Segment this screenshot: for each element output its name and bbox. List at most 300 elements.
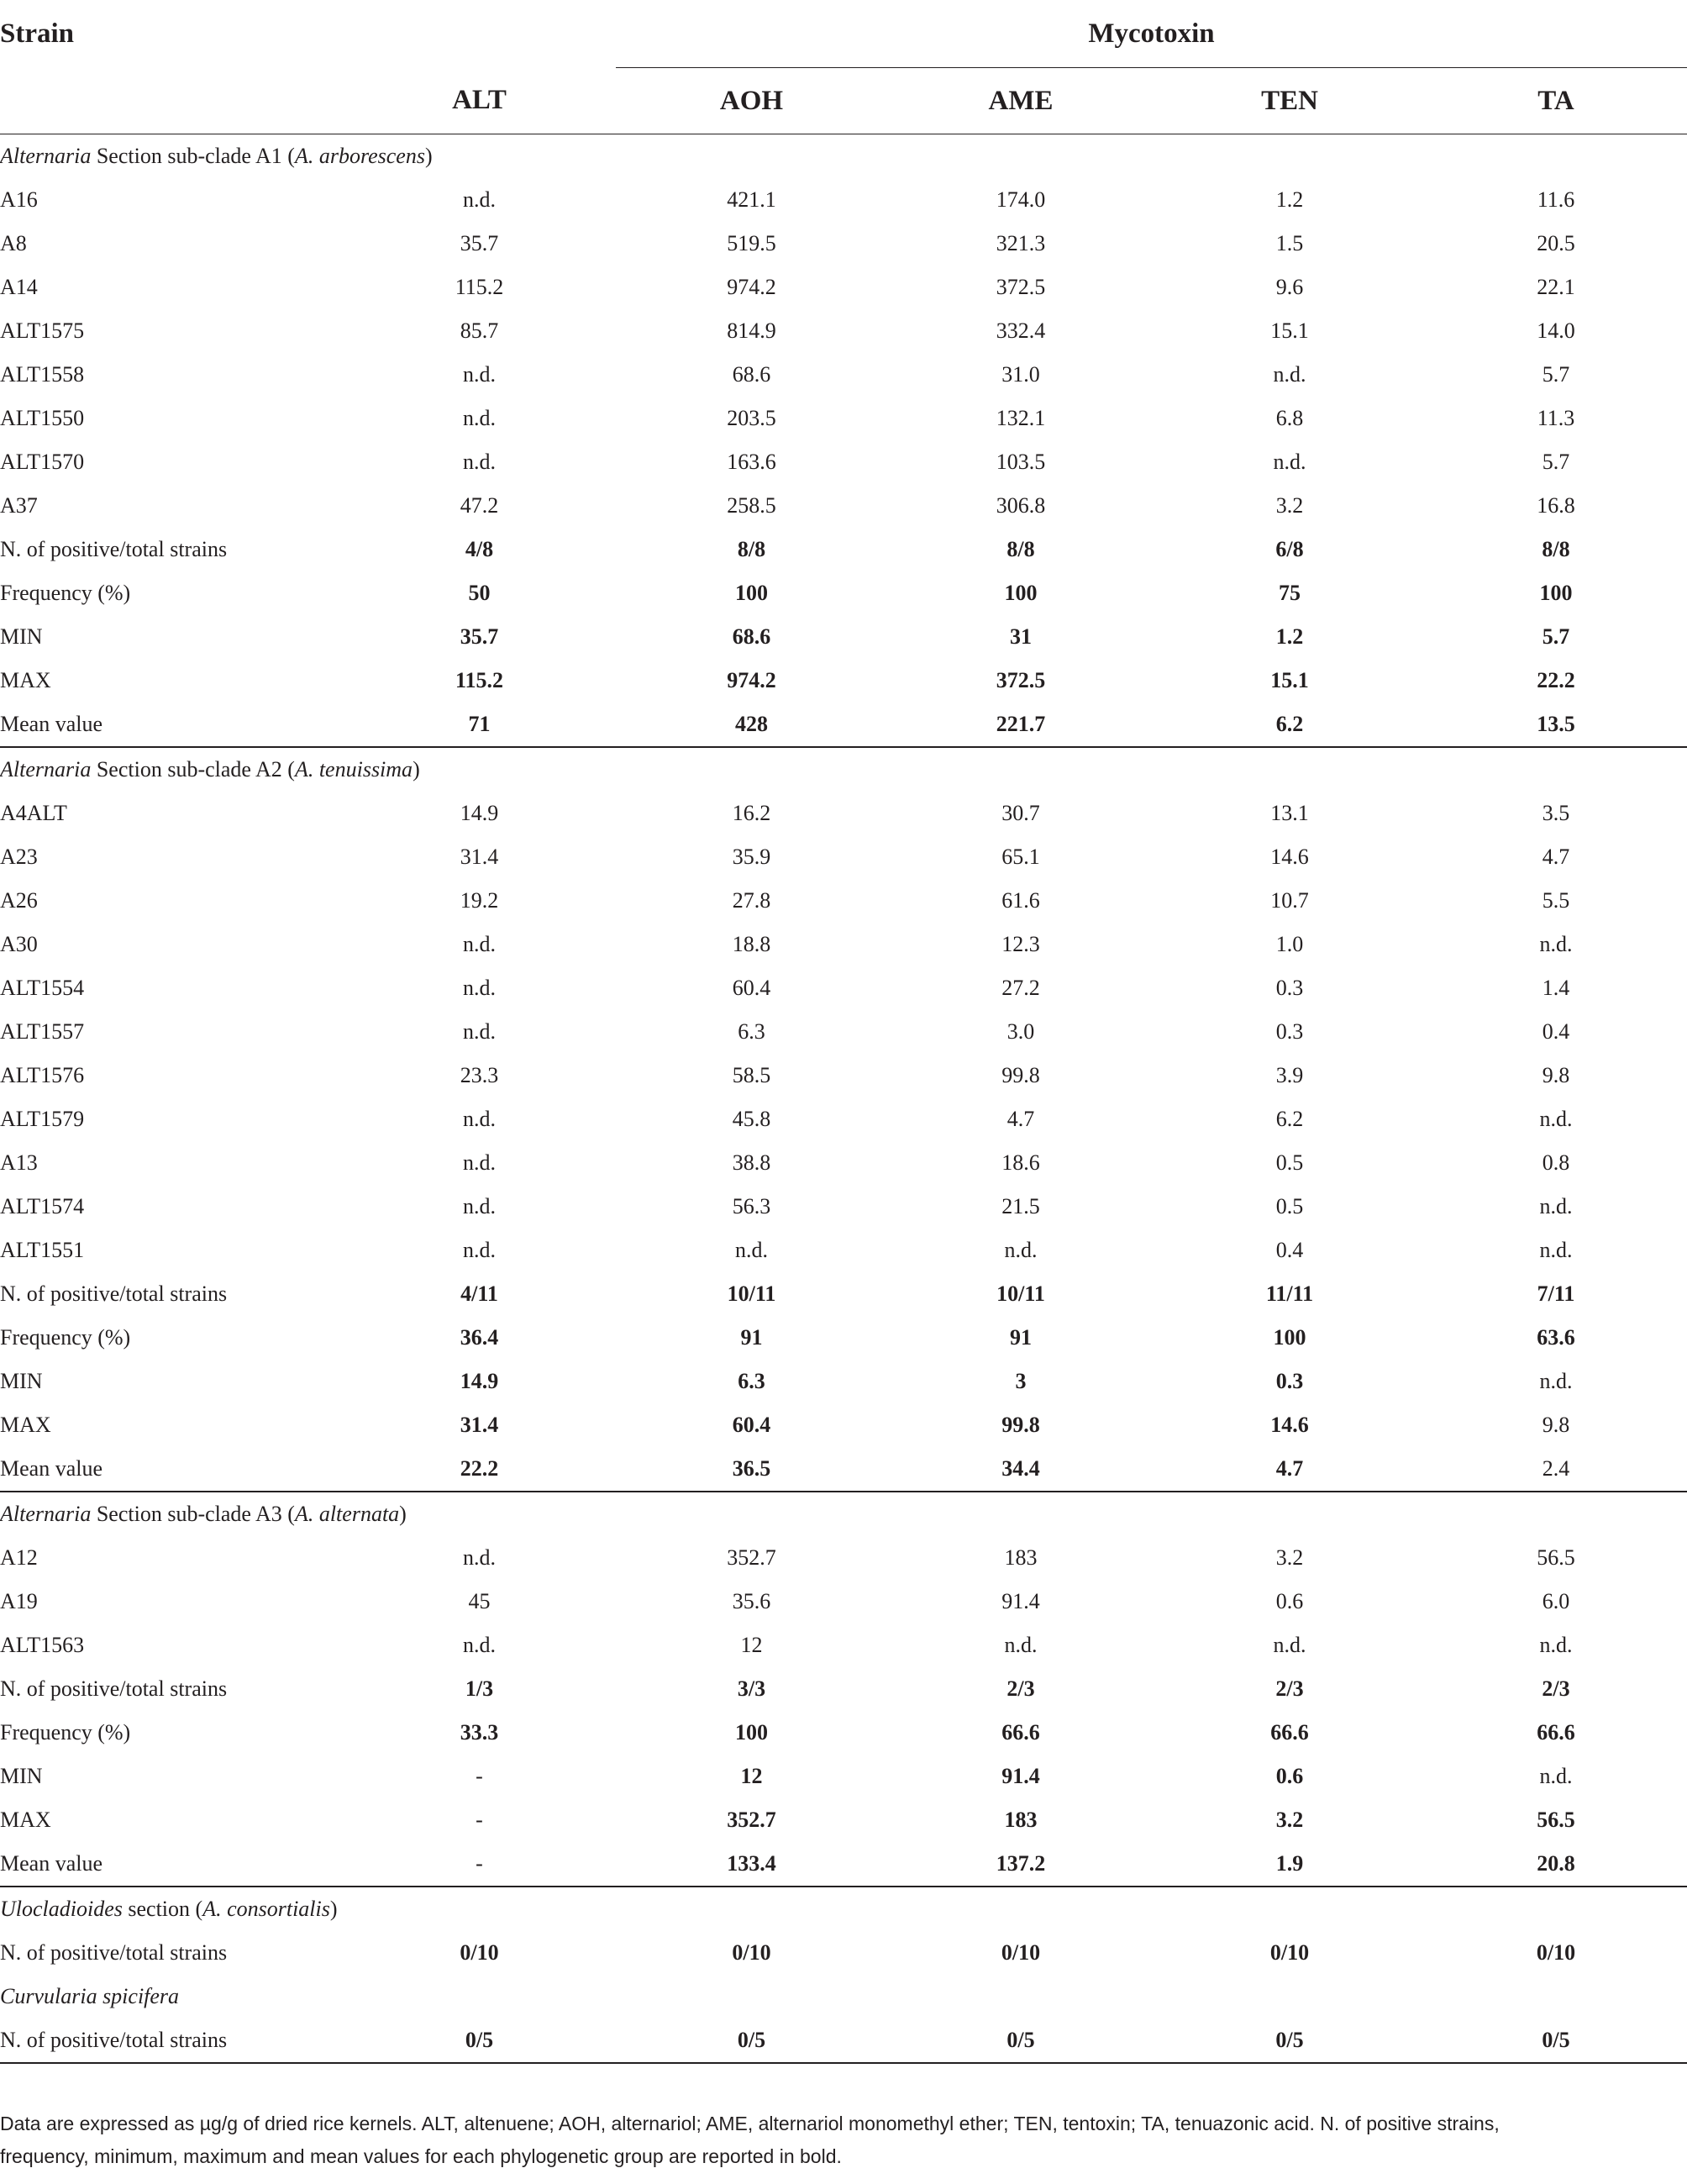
cell-ame: 12.3 bbox=[1001, 932, 1040, 956]
cell-ame: 306.8 bbox=[996, 493, 1046, 518]
cell-ame: 18.6 bbox=[1001, 1150, 1040, 1175]
cell-ten: 2/3 bbox=[1275, 1676, 1304, 1701]
cell-ta: 9.8 bbox=[1542, 1413, 1570, 1437]
cell-alt: 50 bbox=[468, 581, 491, 605]
cell-aoh: 60.4 bbox=[732, 1413, 771, 1437]
group-title-close: ) bbox=[329, 1897, 338, 1921]
cell-ten: n.d. bbox=[1273, 362, 1306, 387]
cell-alt: 47.2 bbox=[460, 493, 499, 518]
cell-alt: n.d. bbox=[463, 362, 496, 387]
cell-ta: n.d. bbox=[1539, 1369, 1573, 1393]
cell-ame: 372.5 bbox=[996, 668, 1046, 692]
strain-row bbox=[0, 1097, 1687, 1141]
cell-ta: n.d. bbox=[1539, 1194, 1573, 1218]
cell-aoh: 974.2 bbox=[727, 668, 776, 692]
cell-ame: 332.4 bbox=[996, 318, 1046, 343]
footnote-line: frequency, minimum, maximum and mean values for each phylogenetic group are reported in bold. bbox=[0, 2145, 842, 2167]
cell-aoh: 6.3 bbox=[738, 1369, 765, 1393]
row-label: Mean value bbox=[0, 1447, 343, 1492]
cell-ten: 100 bbox=[1273, 1325, 1306, 1350]
cell-alt: n.d. bbox=[463, 1545, 496, 1570]
group-species: A. tenuissima bbox=[294, 757, 413, 782]
row-label: Mean value bbox=[0, 1842, 343, 1887]
group-title-row bbox=[0, 1975, 1687, 2018]
cell-alt: n.d. bbox=[463, 406, 496, 430]
col-header-ten: TEN bbox=[1261, 85, 1318, 116]
stat-row bbox=[0, 1798, 1687, 1842]
cell-alt: 14.9 bbox=[460, 801, 499, 825]
row-label: Frequency (%) bbox=[0, 1325, 131, 1350]
row-label: A14 bbox=[0, 275, 38, 299]
cell-ten: 66.6 bbox=[1270, 1720, 1309, 1745]
cell-ten: 0.5 bbox=[1275, 1150, 1304, 1175]
table-body bbox=[0, 134, 1687, 2064]
cell-aoh: 56.3 bbox=[732, 1194, 771, 1218]
cell-ten: 3.2 bbox=[1275, 1808, 1304, 1832]
cell-alt: n.d. bbox=[463, 187, 496, 212]
cell-ame: 183 bbox=[1004, 1545, 1038, 1570]
cell-ten: 75 bbox=[1279, 581, 1301, 605]
cell-alt: 35.7 bbox=[460, 231, 499, 255]
cell-alt: 35.7 bbox=[460, 624, 499, 649]
cell-aoh: 6.3 bbox=[738, 1019, 765, 1044]
strain-row bbox=[0, 397, 1687, 440]
stat-row bbox=[0, 528, 1687, 571]
cell-ten: 0/5 bbox=[1154, 2018, 1425, 2063]
mycotoxin-header: Mycotoxin bbox=[616, 0, 1687, 68]
cell-alt: 0/10 bbox=[460, 1940, 499, 1965]
header-row-1 bbox=[0, 0, 1687, 68]
row-label: A4ALT bbox=[0, 801, 67, 825]
cell-alt: 36.4 bbox=[460, 1325, 499, 1350]
cell-ta: 7/11 bbox=[1537, 1281, 1575, 1306]
group-title-row bbox=[0, 134, 1687, 179]
cell-alt: 45 bbox=[468, 1589, 491, 1613]
cell-ten: 15.1 bbox=[1270, 668, 1309, 692]
stat-row bbox=[0, 2018, 1687, 2063]
cell-ame: 100 bbox=[1004, 581, 1038, 605]
row-label: ALT1574 bbox=[0, 1194, 85, 1218]
cell-alt: n.d. bbox=[463, 932, 496, 956]
group-title bbox=[0, 1887, 1687, 1931]
cell-ame: 91.4 bbox=[1001, 1589, 1040, 1613]
group-genus: Alternaria bbox=[0, 144, 92, 168]
cell-ta: 56.5 bbox=[1537, 1545, 1575, 1570]
col-header-ame: AME bbox=[988, 85, 1054, 116]
cell-ta: n.d. bbox=[1539, 1107, 1573, 1131]
cell-ame: 372.5 bbox=[996, 275, 1046, 299]
strain-row bbox=[0, 353, 1687, 397]
cell-aoh: 100 bbox=[735, 1720, 768, 1745]
row-label: Mean value bbox=[0, 703, 343, 747]
cell-alt: 14.9 bbox=[460, 1369, 499, 1393]
cell-ta: 5.7 bbox=[1542, 362, 1570, 387]
cell-alt: 115.2 bbox=[455, 275, 504, 299]
group-species: A. alternata bbox=[294, 1502, 400, 1526]
cell-ame: 8/8 bbox=[1006, 537, 1035, 561]
cell-alt: - bbox=[476, 1764, 483, 1788]
cell-ame: 221.7 bbox=[887, 703, 1154, 747]
stat-row bbox=[0, 1447, 1687, 1492]
stat-row bbox=[0, 1360, 1687, 1403]
group-title bbox=[0, 747, 1687, 792]
cell-ta: 16.8 bbox=[1537, 493, 1575, 518]
cell-ta: 20.8 bbox=[1425, 1842, 1687, 1887]
stat-row bbox=[0, 615, 1687, 659]
cell-aoh: 12 bbox=[740, 1633, 763, 1657]
strain-row bbox=[0, 222, 1687, 266]
strain-row bbox=[0, 178, 1687, 222]
cell-ta: 1.4 bbox=[1542, 976, 1570, 1000]
cell-ta: n.d. bbox=[1539, 932, 1573, 956]
stat-row bbox=[0, 1842, 1687, 1887]
cell-ta: 100 bbox=[1539, 581, 1573, 605]
cell-aoh: 36.5 bbox=[616, 1447, 887, 1492]
row-label: Frequency (%) bbox=[0, 1720, 131, 1745]
cell-ame: 3.0 bbox=[1006, 1019, 1035, 1044]
group-title-text: Section sub-clade A2 ( bbox=[91, 757, 295, 782]
stat-row bbox=[0, 1755, 1687, 1798]
cell-ten: 6.2 bbox=[1154, 703, 1425, 747]
cell-ame: 132.1 bbox=[996, 406, 1046, 430]
cell-ten: 1.9 bbox=[1154, 1842, 1425, 1887]
group-genus: Alternaria bbox=[0, 1502, 92, 1526]
row-label: Frequency (%) bbox=[0, 581, 131, 605]
cell-ame: 99.8 bbox=[1001, 1063, 1040, 1087]
cell-ten: 1.2 bbox=[1275, 624, 1304, 649]
cell-ten: 6/8 bbox=[1275, 537, 1304, 561]
cell-ame: 91 bbox=[1010, 1325, 1032, 1350]
cell-ame: 34.4 bbox=[887, 1447, 1154, 1492]
strain-row bbox=[0, 1141, 1687, 1185]
cell-alt: 31.4 bbox=[460, 1413, 499, 1437]
cell-alt: 4/8 bbox=[465, 537, 494, 561]
row-label: A16 bbox=[0, 187, 38, 212]
table-footnote bbox=[0, 2108, 1680, 2173]
cell-ame: 91.4 bbox=[1001, 1764, 1040, 1788]
cell-ten: 0/10 bbox=[1269, 1940, 1310, 1965]
row-label: N. of positive/total strains bbox=[0, 1940, 228, 1965]
strain-row bbox=[0, 1054, 1687, 1097]
stat-row bbox=[0, 1272, 1687, 1316]
cell-alt: n.d. bbox=[463, 976, 496, 1000]
cell-ta: 13.5 bbox=[1425, 703, 1687, 747]
group-title-close: ) bbox=[424, 144, 433, 168]
group-title bbox=[0, 134, 1687, 179]
cell-alt: 33.3 bbox=[460, 1720, 499, 1745]
cell-aoh: 91 bbox=[740, 1325, 763, 1350]
cell-ten: 0.3 bbox=[1275, 1369, 1304, 1393]
cell-ta: 11.3 bbox=[1537, 406, 1575, 430]
cell-ame: 3 bbox=[1015, 1369, 1027, 1393]
cell-aoh: n.d. bbox=[735, 1238, 768, 1262]
strain-header: Strain bbox=[0, 18, 75, 49]
col-header-alt: ALT bbox=[452, 85, 507, 116]
cell-ten: 6.2 bbox=[1275, 1107, 1304, 1131]
group-title-row bbox=[0, 1887, 1687, 1931]
cell-ta: 4.7 bbox=[1542, 845, 1570, 869]
cell-ta: 2/3 bbox=[1542, 1676, 1570, 1701]
row-label: ALT1550 bbox=[0, 406, 85, 430]
col-header-aoh: AOH bbox=[719, 85, 784, 116]
cell-aoh: 0/5 bbox=[616, 2018, 887, 2063]
cell-aoh: 3/3 bbox=[737, 1676, 766, 1701]
strain-row bbox=[0, 1010, 1687, 1054]
strain-row bbox=[0, 1624, 1687, 1667]
row-label: N. of positive/total strains bbox=[0, 1281, 228, 1306]
row-label: MAX bbox=[0, 1413, 51, 1437]
cell-ta: 56.5 bbox=[1537, 1808, 1575, 1832]
strain-row bbox=[0, 309, 1687, 353]
group-title-close: ) bbox=[399, 1502, 407, 1526]
col-header-ta: TA bbox=[1537, 85, 1574, 116]
group-title bbox=[0, 1975, 1687, 2018]
strain-row bbox=[0, 835, 1687, 879]
group-genus: Alternaria bbox=[0, 757, 92, 782]
cell-ame: 103.5 bbox=[996, 450, 1046, 474]
cell-ame: 4.7 bbox=[1006, 1107, 1035, 1131]
cell-aoh: 27.8 bbox=[732, 888, 771, 913]
cell-ta: 22.2 bbox=[1537, 668, 1575, 692]
row-label: MAX bbox=[0, 1808, 51, 1832]
row-label: N. of positive/total strains bbox=[0, 1676, 228, 1701]
cell-aoh: 203.5 bbox=[727, 406, 776, 430]
cell-ame: 137.2 bbox=[887, 1842, 1154, 1887]
cell-ten: 14.6 bbox=[1270, 1413, 1309, 1437]
cell-alt: 1/3 bbox=[465, 1676, 494, 1701]
cell-ame: 66.6 bbox=[1001, 1720, 1040, 1745]
group-title-text: Section sub-clade A3 ( bbox=[91, 1502, 295, 1526]
stat-row bbox=[0, 1403, 1687, 1447]
cell-ame: 321.3 bbox=[996, 231, 1046, 255]
cell-ta: 14.0 bbox=[1537, 318, 1575, 343]
cell-ten: n.d. bbox=[1273, 450, 1306, 474]
cell-ta: 5.7 bbox=[1542, 450, 1570, 474]
row-label: MIN bbox=[0, 1369, 43, 1393]
cell-ten: 14.6 bbox=[1270, 845, 1309, 869]
cell-alt: - bbox=[343, 1842, 616, 1887]
cell-ta: 9.8 bbox=[1542, 1063, 1570, 1087]
cell-alt: n.d. bbox=[463, 1150, 496, 1175]
cell-alt: n.d. bbox=[463, 1238, 496, 1262]
cell-alt: - bbox=[476, 1808, 483, 1832]
stat-row bbox=[0, 659, 1687, 703]
cell-alt: 22.2 bbox=[343, 1447, 616, 1492]
group-title-row bbox=[0, 1492, 1687, 1536]
cell-ame: 174.0 bbox=[996, 187, 1046, 212]
cell-aoh: 100 bbox=[735, 581, 768, 605]
cell-ta: 11.6 bbox=[1537, 187, 1575, 212]
cell-ten: 3.9 bbox=[1275, 1063, 1304, 1087]
cell-alt: 0/5 bbox=[343, 2018, 616, 2063]
cell-ten: 15.1 bbox=[1270, 318, 1309, 343]
row-label: ALT1579 bbox=[0, 1107, 85, 1131]
cell-aoh: 814.9 bbox=[727, 318, 776, 343]
cell-ten: 9.6 bbox=[1275, 275, 1304, 299]
cell-ame: 10/11 bbox=[996, 1281, 1045, 1306]
cell-ame: 183 bbox=[1004, 1808, 1038, 1832]
cell-ame: 31 bbox=[1010, 624, 1032, 649]
row-label: A8 bbox=[0, 231, 27, 255]
cell-ta: n.d. bbox=[1539, 1764, 1573, 1788]
header-row-2 bbox=[0, 68, 1687, 134]
group-genus: Ulocladioides bbox=[0, 1897, 123, 1921]
group-genus: Curvularia spicifera bbox=[0, 1984, 180, 2008]
cell-alt: 23.3 bbox=[460, 1063, 499, 1087]
cell-ta: 0.8 bbox=[1542, 1150, 1570, 1175]
cell-ame: n.d. bbox=[1004, 1238, 1038, 1262]
row-label: MIN bbox=[0, 1764, 43, 1788]
group-title bbox=[0, 1492, 1687, 1536]
cell-alt: 85.7 bbox=[460, 318, 499, 343]
strain-row bbox=[0, 440, 1687, 484]
cell-aoh: 68.6 bbox=[732, 362, 771, 387]
cell-ame: 0/10 bbox=[1001, 1940, 1041, 1965]
cell-ta: 63.6 bbox=[1537, 1325, 1575, 1350]
cell-ame: 30.7 bbox=[1001, 801, 1040, 825]
cell-aoh: 428 bbox=[616, 703, 887, 747]
row-label: A13 bbox=[0, 1150, 38, 1175]
cell-aoh: 258.5 bbox=[727, 493, 776, 518]
row-label: ALT1570 bbox=[0, 450, 85, 474]
cell-alt: n.d. bbox=[463, 1194, 496, 1218]
cell-aoh: 974.2 bbox=[727, 275, 776, 299]
cell-ta: 66.6 bbox=[1537, 1720, 1575, 1745]
cell-aoh: 60.4 bbox=[732, 976, 771, 1000]
cell-ame: 61.6 bbox=[1001, 888, 1040, 913]
cell-aoh: 12 bbox=[740, 1764, 763, 1788]
cell-aoh: 58.5 bbox=[732, 1063, 771, 1087]
cell-alt: n.d. bbox=[463, 1107, 496, 1131]
row-label: MAX bbox=[0, 668, 51, 692]
row-label: MIN bbox=[0, 624, 43, 649]
cell-aoh: 16.2 bbox=[732, 801, 771, 825]
group-title-text: section ( bbox=[122, 1897, 203, 1921]
cell-aoh: 163.6 bbox=[727, 450, 776, 474]
cell-ten: 3.2 bbox=[1275, 1545, 1304, 1570]
cell-aoh: 0/10 bbox=[732, 1940, 771, 1965]
cell-ame: 31.0 bbox=[1001, 362, 1040, 387]
stat-row bbox=[0, 703, 1687, 747]
cell-ten: n.d. bbox=[1273, 1633, 1306, 1657]
cell-aoh: 421.1 bbox=[727, 187, 776, 212]
cell-ta: 0.4 bbox=[1542, 1019, 1570, 1044]
cell-ten: 4.7 bbox=[1154, 1447, 1425, 1492]
row-label: A30 bbox=[0, 932, 38, 956]
cell-ten: 0.5 bbox=[1275, 1194, 1304, 1218]
cell-ta: 8/8 bbox=[1542, 537, 1570, 561]
row-label: A37 bbox=[0, 493, 38, 518]
cell-ten: 10.7 bbox=[1270, 888, 1309, 913]
cell-alt: 71 bbox=[343, 703, 616, 747]
cell-alt: n.d. bbox=[463, 1633, 496, 1657]
cell-ta: 5.5 bbox=[1542, 888, 1570, 913]
cell-ame: n.d. bbox=[1004, 1633, 1038, 1657]
row-label: ALT1557 bbox=[0, 1019, 85, 1044]
cell-ta: n.d. bbox=[1539, 1633, 1573, 1657]
footnote-line: Data are expressed as µg/g of dried rice kernels. ALT, altenuene; AOH, alternariol; AME, alternariol monomethyl ether; TEN, tentoxin; TA, tenuazonic acid. N. of positive strains, bbox=[0, 2113, 1500, 2134]
group-species: A. consortialis bbox=[202, 1897, 330, 1921]
row-label: N. of positive/total strains bbox=[0, 2018, 343, 2063]
row-label: A23 bbox=[0, 845, 38, 869]
row-label: ALT1563 bbox=[0, 1633, 85, 1657]
cell-aoh: 35.6 bbox=[732, 1589, 771, 1613]
row-label: ALT1551 bbox=[0, 1238, 85, 1262]
cell-aoh: 133.4 bbox=[616, 1842, 887, 1887]
cell-ten: 0.6 bbox=[1275, 1589, 1304, 1613]
row-label: ALT1554 bbox=[0, 976, 85, 1000]
cell-ten: 0.3 bbox=[1275, 976, 1304, 1000]
cell-ta: 6.0 bbox=[1542, 1589, 1570, 1613]
cell-aoh: 68.6 bbox=[732, 624, 771, 649]
cell-ame: 65.1 bbox=[1001, 845, 1040, 869]
strain-row bbox=[0, 1229, 1687, 1272]
cell-ame: 27.2 bbox=[1001, 976, 1040, 1000]
strain-row bbox=[0, 923, 1687, 966]
row-label: A19 bbox=[0, 1589, 38, 1613]
cell-ten: 0.3 bbox=[1275, 1019, 1304, 1044]
cell-ta: 3.5 bbox=[1542, 801, 1570, 825]
strain-row bbox=[0, 1185, 1687, 1229]
cell-ta: 0/5 bbox=[1425, 2018, 1687, 2063]
row-label: N. of positive/total strains bbox=[0, 537, 228, 561]
cell-aoh: 18.8 bbox=[732, 932, 771, 956]
cell-ta: 22.1 bbox=[1537, 275, 1575, 299]
row-label: ALT1575 bbox=[0, 318, 85, 343]
cell-ten: 11/11 bbox=[1265, 1281, 1314, 1306]
cell-aoh: 38.8 bbox=[732, 1150, 771, 1175]
cell-ta: 5.7 bbox=[1542, 624, 1570, 649]
cell-ame: 21.5 bbox=[1001, 1194, 1040, 1218]
cell-ten: 1.0 bbox=[1275, 932, 1304, 956]
cell-ta: 2.4 bbox=[1425, 1447, 1687, 1492]
strain-row bbox=[0, 879, 1687, 923]
cell-aoh: 352.7 bbox=[727, 1545, 776, 1570]
stat-row bbox=[0, 1931, 1687, 1975]
cell-alt: n.d. bbox=[463, 1019, 496, 1044]
strain-row bbox=[0, 792, 1687, 835]
group-species: A. arborescens bbox=[294, 144, 425, 168]
cell-alt: n.d. bbox=[463, 450, 496, 474]
group-title-text: Section sub-clade A1 ( bbox=[91, 144, 295, 168]
stat-row bbox=[0, 1667, 1687, 1711]
cell-ame: 99.8 bbox=[1001, 1413, 1040, 1437]
row-label: A26 bbox=[0, 888, 38, 913]
cell-ten: 0.4 bbox=[1275, 1238, 1304, 1262]
strain-row bbox=[0, 484, 1687, 528]
strain-row bbox=[0, 1580, 1687, 1624]
strain-row bbox=[0, 266, 1687, 309]
cell-aoh: 352.7 bbox=[727, 1808, 776, 1832]
cell-ten: 1.2 bbox=[1275, 187, 1304, 212]
cell-ten: 1.5 bbox=[1275, 231, 1304, 255]
stat-row bbox=[0, 1711, 1687, 1755]
cell-aoh: 519.5 bbox=[727, 231, 776, 255]
cell-aoh: 10/11 bbox=[727, 1281, 776, 1306]
group-title-row bbox=[0, 747, 1687, 792]
cell-ta: 20.5 bbox=[1537, 231, 1575, 255]
cell-alt: 115.2 bbox=[455, 668, 504, 692]
cell-alt: 4/11 bbox=[460, 1281, 498, 1306]
cell-alt: 19.2 bbox=[460, 888, 499, 913]
cell-ame: 0/5 bbox=[887, 2018, 1154, 2063]
row-label: ALT1558 bbox=[0, 362, 85, 387]
cell-aoh: 45.8 bbox=[732, 1107, 771, 1131]
cell-ta: n.d. bbox=[1539, 1238, 1573, 1262]
stat-row bbox=[0, 571, 1687, 615]
stat-row bbox=[0, 1316, 1687, 1360]
cell-aoh: 35.9 bbox=[732, 845, 771, 869]
